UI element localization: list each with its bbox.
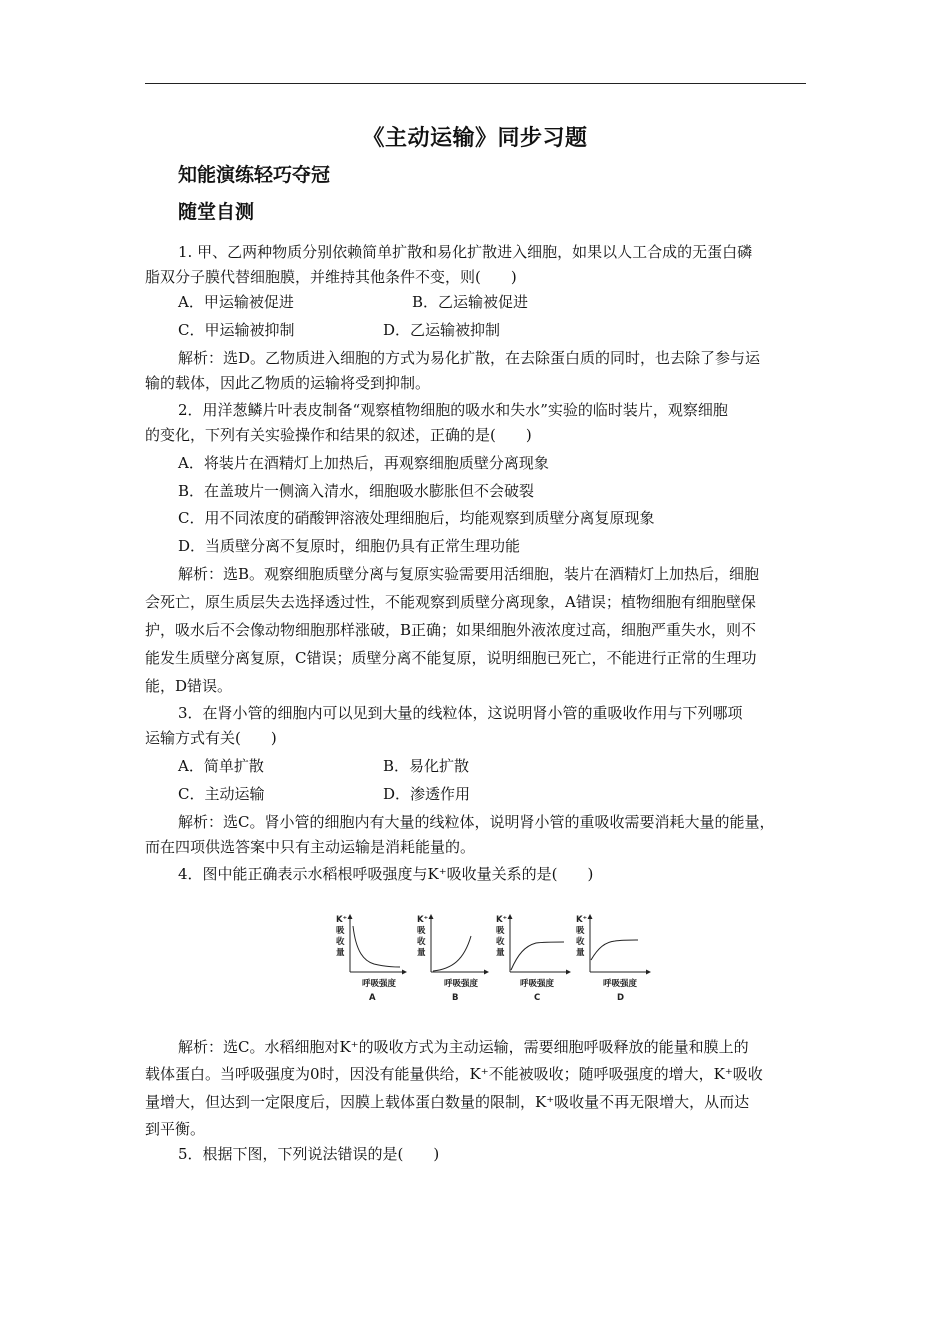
graph-b-ylabel-2: 收 xyxy=(417,937,426,947)
graph-c xyxy=(496,915,570,1003)
graph-a xyxy=(336,915,406,1003)
graph-a-ylabel-k: K⁺ xyxy=(336,915,348,925)
q4-answer-line4: 到平衡。 xyxy=(145,1120,206,1138)
top-rule xyxy=(145,83,806,84)
q1-stem-line1: 1. 甲、乙两种物质分别依赖简单扩散和易化扩散进入细胞，如果以人工合成的无蛋白磷 xyxy=(178,243,753,261)
graph-c-curve xyxy=(511,942,564,970)
q5-stem: 5．根据下图，下列说法错误的是( ) xyxy=(178,1145,440,1163)
graph-d xyxy=(576,915,650,1003)
graph-c-ylabel-k: K⁺ xyxy=(496,915,508,925)
q2-answer-line3: 护，吸水后不会像动物细胞那样涨破，B正确；如果细胞外液浓度过高，细胞严重失水，则不 xyxy=(145,621,757,639)
q1-answer-line2: 输的载体，因此乙物质的运输将受到抑制。 xyxy=(145,374,431,392)
graph-d-ylabel-k: K⁺ xyxy=(576,915,588,925)
q3-answer-line1: 解析：选C。肾小管的细胞内有大量的线粒体，说明肾小管的重吸收需要消耗大量的能量， xyxy=(178,813,775,831)
graph-b-label: B xyxy=(452,993,459,1003)
graph-c-ylabel-2: 收 xyxy=(496,937,505,947)
q1-option-a: A．甲运输被促进 xyxy=(178,293,294,311)
graph-a-label: A xyxy=(369,993,376,1003)
q4-answer-line3: 量增大，但达到一定限度后，因膜上载体蛋白数量的限制，K⁺吸收量不再无限增大，从而达 xyxy=(145,1093,750,1111)
q1-stem-line2: 脂双分子膜代替细胞膜，并维持其他条件不变，则( ) xyxy=(145,268,517,286)
graph-d-xlabel: 呼吸强度 xyxy=(603,979,638,989)
q2-option-c: C．用不同浓度的硝酸钾溶液处理细胞后，均能观察到质壁分离复原现象 xyxy=(178,509,655,527)
subsection-heading: 随堂自测 xyxy=(178,201,255,223)
graph-d-curve xyxy=(591,940,638,960)
q1-answer-line1: 解析：选D。乙物质进入细胞的方式为易化扩散，在去除蛋白质的同时，也去除了参与运 xyxy=(178,349,761,367)
graph-a-ylabel-2: 收 xyxy=(336,937,345,947)
q2-stem-line1: 2．用洋葱鳞片叶表皮制备“观察植物细胞的吸水和失水”实验的临时装片，观察细胞 xyxy=(178,401,728,419)
q4-stem: 4．图中能正确表示水稻根呼吸强度与K⁺吸收量关系的是( ) xyxy=(178,865,594,883)
section-heading: 知能演练轻巧夺冠 xyxy=(178,164,331,186)
q3-option-a: A．简单扩散 xyxy=(178,757,264,775)
graph-c-xlabel: 呼吸强度 xyxy=(520,979,555,989)
graph-b xyxy=(417,915,488,1003)
graph-b-xlabel: 呼吸强度 xyxy=(444,979,479,989)
graph-a-ylabel-3: 量 xyxy=(336,948,345,958)
q2-answer-line4: 能发生质壁分离复原，C错误；质壁分离不能复原，说明细胞已死亡，不能进行正常的生理功 xyxy=(145,649,757,667)
q2-option-d: D．当质壁分离不复原时，细胞仍具有正常生理功能 xyxy=(178,537,521,555)
q3-option-d: D．渗透作用 xyxy=(383,785,471,803)
q4-figure-svg xyxy=(320,912,660,1004)
q3-stem-line1: 3．在肾小管的细胞内可以见到大量的线粒体，这说明肾小管的重吸收作用与下列哪项 xyxy=(178,704,743,722)
graph-d-ylabel-2: 收 xyxy=(576,937,585,947)
q4-figure xyxy=(320,912,660,1004)
graph-b-ylabel-3: 量 xyxy=(417,948,426,958)
q2-answer-line2: 会死亡，原生质层失去选择透过性，不能观察到质壁分离现象，A错误；植物细胞有细胞壁保 xyxy=(145,593,756,611)
graph-c-label: C xyxy=(534,993,541,1003)
q3-answer-line2: 而在四项供选答案中只有主动运输是消耗能量的。 xyxy=(145,838,476,856)
q1-option-b: B．乙运输被促进 xyxy=(412,293,529,311)
q3-stem-line2: 运输方式有关( ) xyxy=(145,729,277,747)
graph-a-curve xyxy=(353,926,400,967)
graph-c-ylabel-1: 吸 xyxy=(496,926,505,936)
q2-answer-line5: 能，D错误。 xyxy=(145,677,233,695)
graph-d-label: D xyxy=(617,993,625,1003)
q2-answer-line1: 解析：选B。观察细胞质壁分离与复原实验需要用活细胞，装片在酒精灯上加热后，细胞 xyxy=(178,565,760,583)
q1-option-d: D．乙运输被抑制 xyxy=(383,321,501,339)
q2-option-a: A．将装片在酒精灯上加热后，再观察细胞质壁分离现象 xyxy=(178,454,549,472)
q3-option-c: C．主动运输 xyxy=(178,785,265,803)
q4-answer-line1: 解析：选C。水稻细胞对K⁺的吸收方式为主动运输，需要细胞呼吸释放的能量和膜上的 xyxy=(178,1038,749,1056)
graph-a-ylabel-1: 吸 xyxy=(336,926,345,936)
graph-d-ylabel-3: 量 xyxy=(576,948,585,958)
graph-b-ylabel-k: K⁺ xyxy=(417,915,429,925)
q2-option-b: B．在盖玻片一侧滴入清水，细胞吸水膨胀但不会破裂 xyxy=(178,482,535,500)
graph-a-xlabel: 呼吸强度 xyxy=(362,979,397,989)
graph-c-ylabel-3: 量 xyxy=(496,948,505,958)
graph-b-curve xyxy=(433,936,471,971)
q4-answer-line2: 载体蛋白。当呼吸强度为0时，因没有能量供给，K⁺不能被吸收；随呼吸强度的增大，K⁺吸收 xyxy=(145,1065,763,1083)
graph-d-ylabel-1: 吸 xyxy=(576,926,585,936)
q2-stem-line2: 的变化，下列有关实验操作和结果的叙述，正确的是( ) xyxy=(145,426,532,444)
graph-b-ylabel-1: 吸 xyxy=(417,926,426,936)
q1-option-c: C．甲运输被抑制 xyxy=(178,321,295,339)
page-title: 《主动运输》同步习题 xyxy=(362,125,588,151)
q3-option-b: B．易化扩散 xyxy=(383,757,470,775)
